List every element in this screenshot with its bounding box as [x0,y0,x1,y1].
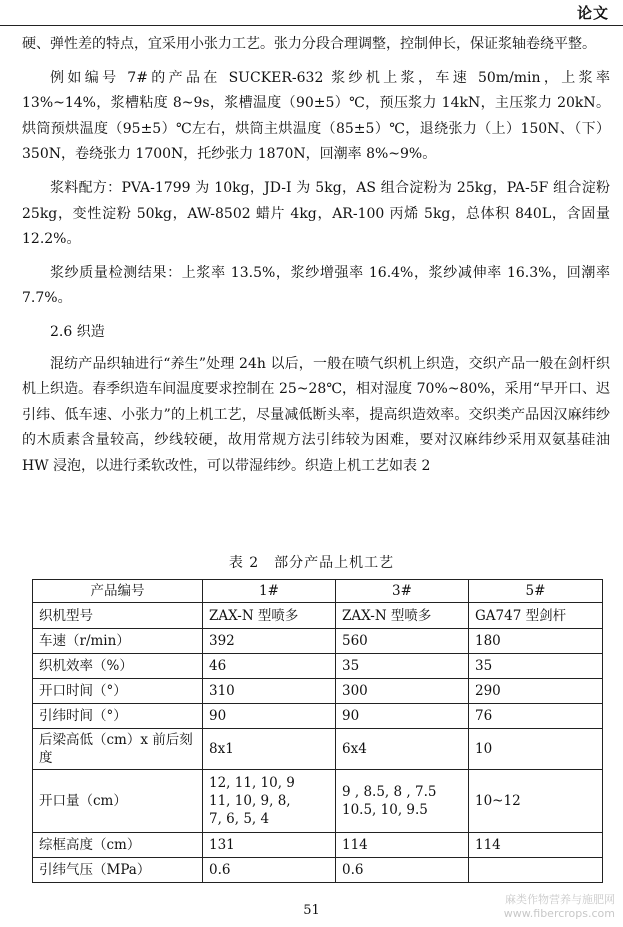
table-cell: 290 [469,679,603,704]
table-cell: 300 [336,679,469,704]
section-heading: 2.6 织造 [50,323,105,340]
table-cell: 12, 11, 10, 9 11, 10, 9, 8, 7, 6, 5, 4 [203,770,336,833]
table-cell: 90 [336,704,469,729]
table-cell: 114 [336,833,469,858]
watermark-title: 麻类作物营养与施肥网 [505,893,615,906]
table-body [33,603,603,883]
table-row-label: 开口时间（°） [33,679,203,704]
table-cell: 90 [203,704,336,729]
table-row-label: 引纬气压（MPa） [33,858,203,883]
table-cell: 560 [336,629,469,654]
table-row [33,654,603,679]
table-header-row [33,580,603,603]
table-cell: 0.6 [203,858,336,883]
table-row-label: 后梁高低（cm）x 前后刻度 [33,729,203,770]
table-row [33,770,603,833]
paragraph-sizing-example: 例如编号 7#的产品在 SUCKER-632 浆纱机上浆，车速 50m/min，上浆率 13%~14%，浆槽粘度 8~9s，浆槽温度（90±5）℃，预压浆力 14kN，主压浆力 20kN。烘筒预烘温度（95±5）℃左右，烘筒主烘温度（85±5）℃，退绕张力（上）150N、（下）350N，卷绕张力 1700N，托纱张力 1870N，回潮率 8%~9%。 [22,69,610,163]
table-row-label: 开口量（cm） [33,770,203,833]
watermark [504,893,615,921]
table-cell: 392 [203,629,336,654]
table-cell: 10~12 [469,770,603,833]
table-row-label: 车速（r/min） [33,629,203,654]
table-row-label: 引纬时间（°） [33,704,203,729]
page-number: 51 [303,903,320,918]
paragraph-quality-results: 浆纱质量检测结果：上浆率 13.5%，浆纱增强率 16.4%，浆纱减伸率 16.3%，回潮率 7.7%。 [22,264,610,307]
header-product-1: 1# [203,580,336,603]
header-product-id: 产品编号 [33,580,203,603]
table-cell: ZAX-N 型喷多 [203,603,336,629]
table-row [33,729,603,770]
table-row [33,704,603,729]
header-label: 论文 [576,4,609,22]
loom-settings-table [32,579,603,883]
table-cell: 180 [469,629,603,654]
body-text [22,32,610,488]
table-container [32,579,602,883]
table-cell: 114 [469,833,603,858]
table-row-label: 织机效率（%） [33,654,203,679]
paragraph-size-recipe: 浆料配方：PVA-1799 为 10kg，JD-I 为 5kg，AS 组合淀粉为 25kg，PA-5F 组合淀粉 25kg，变性淀粉 50kg，AW-8502 蜡片 4kg，AR-100 丙烯 5kg，总体积 840L，含固量 12.2%。 [22,179,610,248]
table-caption: 表 2 部分产品上机工艺 [228,555,395,571]
table-row-label: 综框高度（cm） [33,833,203,858]
header-product-3: 3# [336,580,469,603]
paragraph-weaving: 混纺产品织轴进行“养生”处理 24h 以后，一般在喷气织机上织造，交织产品一般在剑杆织机上织造。春季织造车间温度要求控制在 25~28℃，相对湿度 70%~80%，采用“早开口、迟引纬、低车速、小张力”的上机工艺，尽量减低断头率，提高织造效率。交织类产品因汉麻纬纱的木质素含量较高，纱线较硬，故用常规方法引纬较为困难，要对汉麻纬纱采用双氨基硅油 HW 浸泡，以进行柔软改性，可以带湿纬纱。织造上机工艺如表 2 [22,355,610,474]
table-cell [469,858,603,883]
table-row [33,858,603,883]
table-cell: 10 [469,729,603,770]
table-cell: 46 [203,654,336,679]
table-cell: 6x4 [336,729,469,770]
table-cell: 0.6 [336,858,469,883]
table-row [33,679,603,704]
table-cell: 76 [469,704,603,729]
table-cell: 35 [469,654,603,679]
table-cell: 35 [336,654,469,679]
table-cell: GA747 型剑杆 [469,603,603,629]
header-rule [0,25,623,26]
paragraph-continuation: 硬、弹性差的特点，宜采用小张力工艺。张力分段合理调整，控制伸长，保证浆轴卷绕平整。 [22,36,596,52]
table-cell: 8x1 [203,729,336,770]
watermark-url: www.fibercrops.com [503,907,615,920]
table-cell: ZAX-N 型喷多 [336,603,469,629]
table-row [33,833,603,858]
table-cell: 9 , 8.5, 8 , 7.5 10.5, 10, 9.5 [336,770,469,833]
header-product-5: 5# [469,580,603,603]
table-cell: 131 [203,833,336,858]
table-cell: 310 [203,679,336,704]
table-row [33,629,603,654]
table-row [33,603,603,629]
table-row-label: 织机型号 [33,603,203,629]
